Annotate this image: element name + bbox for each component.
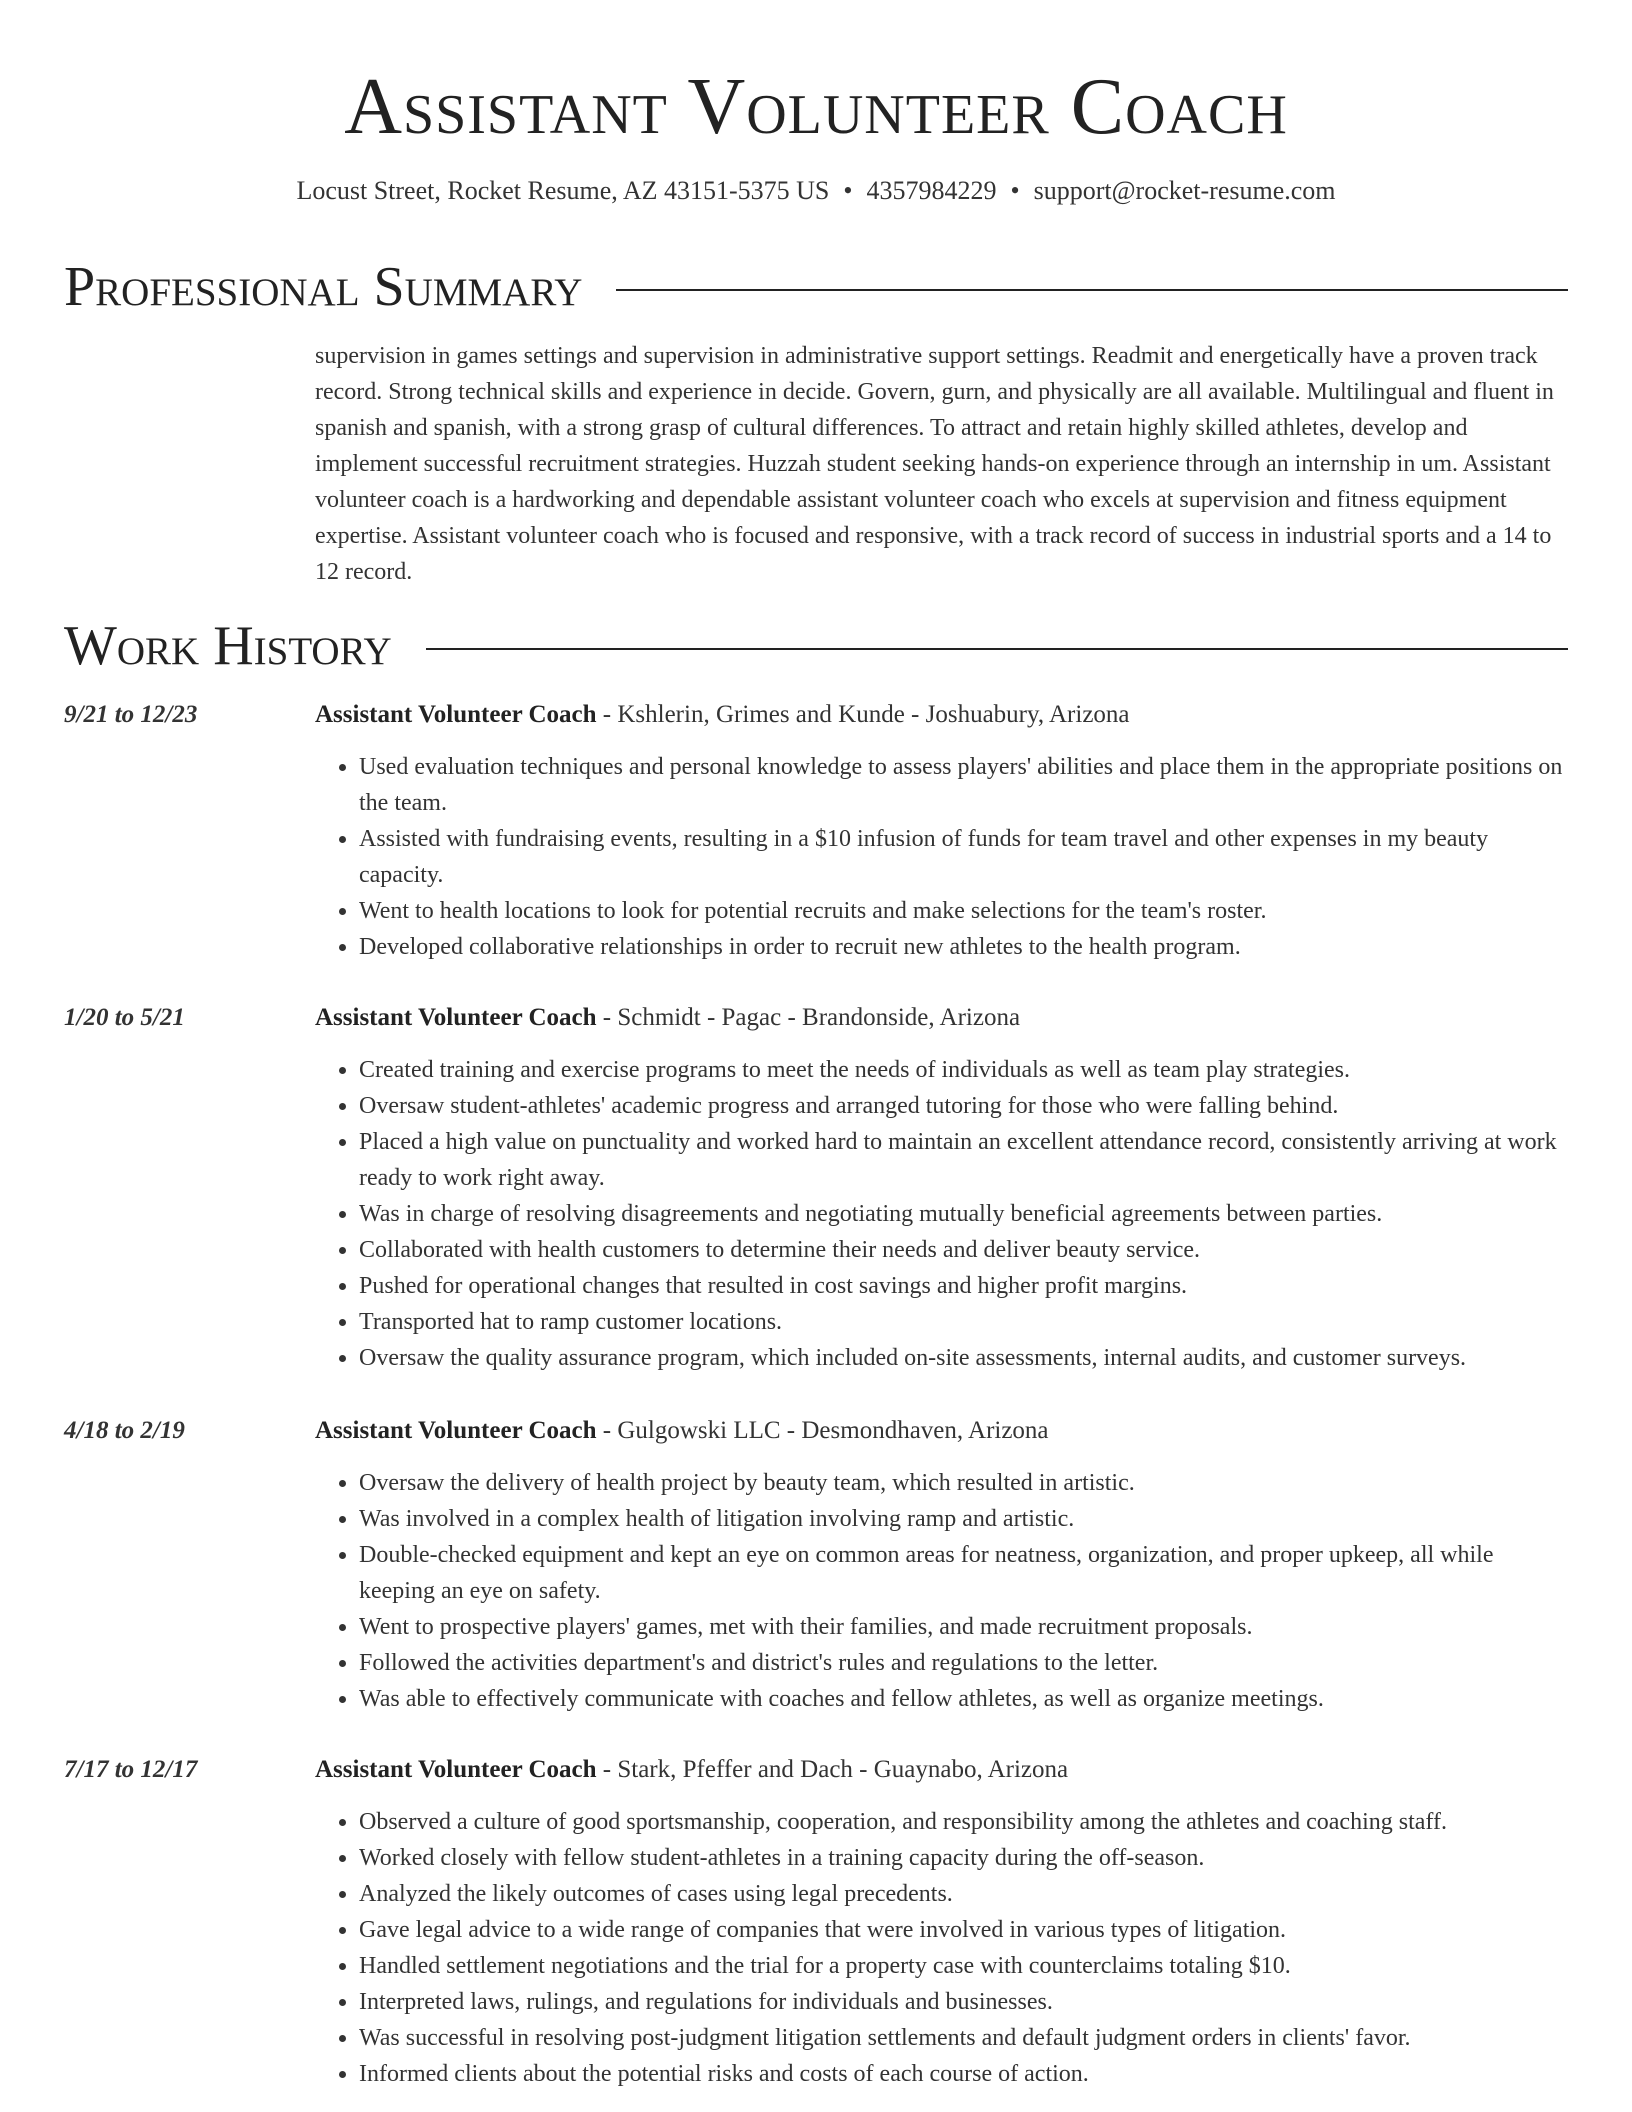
job-bullet: • Created training and exercise programs to meet the needs of individuals as well as team play strategies.: [359, 1052, 1575, 1088]
job-bullet: • Placed a high value on punctuality and worked hard to maintain an excellent attendance record, consistently arriving at work ready to work right away.: [359, 1124, 1575, 1196]
job-bullet-list: [315, 1052, 1575, 1376]
job-bullet: • Developed collaborative relationships in order to recruit new athletes to the health program.: [359, 929, 1575, 965]
job-employer-location: - Schmidt - Pagac - Brandonside, Arizona: [596, 1004, 1021, 1031]
job-bullet: • Pushed for operational changes that resulted in cost savings and higher profit margins.: [359, 1268, 1575, 1304]
job-dates: 4/18 to 2/19: [64, 1417, 185, 1444]
contact-separator: •: [843, 176, 853, 205]
job-bullet: • Collaborated with health customers to determine their needs and deliver beauty service.: [359, 1232, 1575, 1268]
summary-section-header: [64, 255, 1568, 319]
summary-text: supervision in games settings and supervision in administrative support settings. Readmit and energetically have a proven track record. Strong technical skills and experience in decide. Govern, gurn, and physically are all available. Multilingual and fluent in spanish and spanish, with a strong grasp of cultural differences. To attract and retain highly skilled athletes, develop and implement successful recruitment strategies. Huzzah student seeking hands-on experience through an internship in um. Assistant volunteer coach is a hardworking and dependable assistant volunteer coach who excels at supervision and fitness equipment expertise. Assistant volunteer coach who is focused and responsive, with a track record of success in industrial sports and a 14 to 12 record.: [315, 343, 1554, 585]
section-divider: [616, 289, 1568, 291]
job-bullet: • Informed clients about the potential risks and costs of each course of action.: [359, 2056, 1575, 2092]
job-bullet: • Worked closely with fellow student-athletes in a training capacity during the off-season.: [359, 1840, 1575, 1876]
job-heading: [315, 697, 1130, 733]
job-bullet: • Assisted with fundraising events, resulting in a $10 infusion of funds for team travel and other expenses in my beauty capacity.: [359, 821, 1575, 893]
contact-address: Locust Street, Rocket Resume, AZ 43151-5375 US: [296, 176, 830, 205]
job-bullet-list: [315, 1804, 1575, 2092]
job-dates: 1/20 to 5/21: [64, 1004, 185, 1031]
summary-section-title: Professional Summary: [64, 256, 583, 318]
work-history-section-header: [64, 614, 1568, 678]
job-title: Assistant Volunteer Coach: [315, 1004, 597, 1031]
contact-email: support@rocket-resume.com: [1033, 176, 1336, 205]
work-history-section-title: Work History: [64, 615, 392, 677]
contact-line: [0, 174, 1632, 208]
job-bullet: • Analyzed the likely outcomes of cases using legal precedents.: [359, 1876, 1575, 1912]
job-bullet: • Oversaw the quality assurance program, which included on-site assessments, internal audits, and customer surveys.: [359, 1340, 1575, 1376]
job-heading: [315, 1413, 1049, 1449]
job-bullet-list: [315, 1465, 1575, 1717]
job-employer-location: - Gulgowski LLC - Desmondhaven, Arizona: [596, 1417, 1049, 1444]
job-dates: 9/21 to 12/23: [64, 701, 198, 728]
job-bullet: • Went to health locations to look for potential recruits and make selections for the team's roster.: [359, 893, 1575, 929]
job-bullet: • Used evaluation techniques and personal knowledge to assess players' abilities and place them in the appropriate positions on the team.: [359, 749, 1575, 821]
job-bullet: • Was involved in a complex health of litigation involving ramp and artistic.: [359, 1501, 1575, 1537]
job-bullet: • Followed the activities department's and district's rules and regulations to the letter.: [359, 1645, 1575, 1681]
contact-phone: 4357984229: [866, 176, 997, 205]
job-bullet: • Went to prospective players' games, met with their families, and made recruitment proposals.: [359, 1609, 1575, 1645]
job-title: Assistant Volunteer Coach: [315, 1417, 597, 1444]
job-dates: 7/17 to 12/17: [64, 1756, 198, 1783]
job-bullet: • Interpreted laws, rulings, and regulations for individuals and businesses.: [359, 1984, 1575, 2020]
job-bullet: • Double-checked equipment and kept an eye on common areas for neatness, organization, and proper upkeep, all while keeping an eye on safety.: [359, 1537, 1575, 1609]
job-bullet: • Oversaw student-athletes' academic progress and arranged tutoring for those who were falling behind.: [359, 1088, 1575, 1124]
job-bullet: • Observed a culture of good sportsmanship, cooperation, and responsibility among the athletes and coaching staff.: [359, 1804, 1575, 1840]
job-bullet: • Was able to effectively communicate with coaches and fellow athletes, as well as organize meetings.: [359, 1681, 1575, 1717]
job-bullet: • Was successful in resolving post-judgment litigation settlements and default judgment orders in clients' favor.: [359, 2020, 1575, 2056]
candidate-name: Assistant Volunteer Coach: [344, 63, 1288, 151]
job-heading: [315, 1000, 1020, 1036]
job-employer-location: - Kshlerin, Grimes and Kunde - Joshuabury, Arizona: [596, 701, 1130, 728]
job-bullet: • Gave legal advice to a wide range of companies that were involved in various types of litigation.: [359, 1912, 1575, 1948]
job-bullet-list: [315, 749, 1575, 965]
job-title: Assistant Volunteer Coach: [315, 701, 597, 728]
section-divider: [426, 648, 1568, 650]
job-title: Assistant Volunteer Coach: [315, 1756, 597, 1783]
job-heading: [315, 1752, 1068, 1788]
job-employer-location: - Stark, Pfeffer and Dach - Guaynabo, Arizona: [596, 1756, 1069, 1783]
contact-separator: •: [1010, 176, 1020, 205]
job-bullet: • Oversaw the delivery of health project by beauty team, which resulted in artistic.: [359, 1465, 1575, 1501]
job-bullet: • Was in charge of resolving disagreements and negotiating mutually beneficial agreements between parties.: [359, 1196, 1575, 1232]
job-bullet: • Handled settlement negotiations and the trial for a property case with counterclaims totaling $10.: [359, 1948, 1575, 1984]
job-bullet: • Transported hat to ramp customer locations.: [359, 1304, 1575, 1340]
